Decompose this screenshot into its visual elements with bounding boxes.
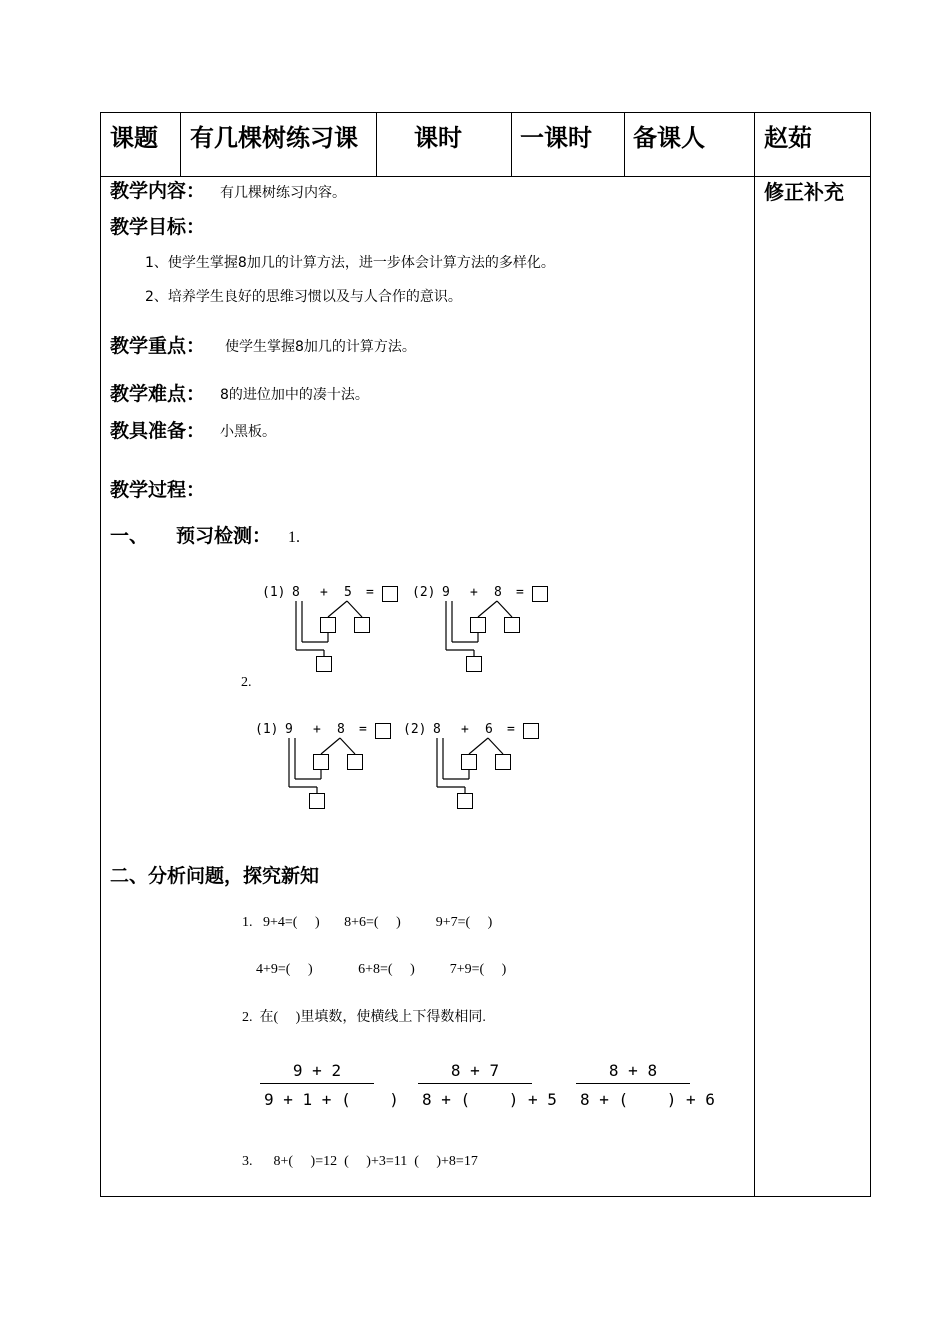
fraction-2-top: 8 + 7 (450, 1061, 500, 1080)
header-divider-2 (376, 112, 377, 176)
table-top-border (100, 112, 871, 113)
tree-3-split-box-right[interactable] (347, 754, 363, 770)
tree-2-equals: = (516, 585, 524, 600)
difficulty-text: 8的进位加中的凑十法。 (220, 387, 369, 403)
fraction-2-bottom: 8 + ( ) + 5 (422, 1090, 557, 1109)
goals-label: 教学目标： (110, 216, 206, 238)
fraction-3 (576, 1061, 715, 1109)
fraction-3-top: 8 + 8 (608, 1061, 658, 1080)
content-label: 教学内容： (110, 180, 206, 202)
tree-4-equals: = (507, 722, 515, 737)
q2-text: 2. 在( )里填数，使横线上下得数相同. (242, 1010, 486, 1025)
tree-3-addend-b: 8 (337, 722, 345, 737)
topic-label: 课题 (110, 124, 158, 152)
goal-item-1: 1、使学生掌握8加几的计算方法，进一步体会计算方法的多样化。 (145, 255, 555, 271)
q1-row-2: 4+9=( ) 6+8=( ) 7+9=( ) (256, 962, 507, 977)
topic-value: 有几棵树练习课 (190, 124, 358, 152)
tree-4-label: (2) (403, 722, 427, 737)
tree-3-equals: = (359, 722, 367, 737)
tree-3-addend-a: 9 (285, 722, 293, 737)
fraction-2 (418, 1061, 557, 1109)
tree-1-label: (1) (262, 585, 286, 600)
goal-item-2: 2、培养学生良好的思维习惯以及与人合作的意识。 (145, 289, 462, 305)
tree-1-operator: + (320, 585, 328, 600)
section1-title: 预习检测： (176, 525, 272, 547)
fraction-1-line (260, 1083, 374, 1084)
section2-title: 二、分析问题，探究新知 (110, 865, 320, 887)
q1-row-1: 1. 9+4=( ) 8+6=( ) 9+7=( ) (242, 915, 493, 930)
table-revise-column-border (754, 112, 755, 1197)
tree-1-equals: = (366, 585, 374, 600)
tree-3-answer-box[interactable] (375, 723, 391, 739)
tree-2-connector-line (478, 601, 497, 617)
tree-1-addend-a: 8 (292, 585, 300, 600)
tree-2-split-box-left[interactable] (470, 617, 486, 633)
tree-2-split-box-right[interactable] (504, 617, 520, 633)
header-divider-4 (624, 112, 625, 176)
q3-text: 3. 8+( )=12 ( )+3=11 ( )+8=17 (242, 1154, 478, 1169)
tree-4-connectors (0, 0, 1, 1)
tree-4-addend-a: 8 (433, 722, 441, 737)
period-label: 课时 (414, 124, 462, 152)
header-divider-3 (511, 112, 512, 176)
header-divider-1 (180, 112, 181, 176)
fraction-1-bottom: 9 + 1 + ( ) (264, 1090, 399, 1109)
tree-2-label: (2) (412, 585, 436, 600)
tree-3-ten-box[interactable] (309, 793, 325, 809)
key-point-label: 教学重点： (110, 335, 206, 357)
section1-item1-number: 1. (288, 529, 300, 546)
tree-4-addend-b: 6 (485, 722, 493, 737)
tree-3-connector-line (321, 738, 340, 754)
fraction-1-top: 9 + 2 (292, 1061, 342, 1080)
tools-label: 教具准备： (110, 420, 206, 442)
tree-1-split-box-right[interactable] (354, 617, 370, 633)
tree-4-connector-line (469, 738, 488, 754)
fraction-3-bottom: 8 + ( ) + 6 (580, 1090, 715, 1109)
tree-3-operator: + (313, 722, 321, 737)
tree-4-split-box-right[interactable] (495, 754, 511, 770)
preparer-label: 备课人 (633, 124, 705, 152)
tree-2-ten-box[interactable] (466, 656, 482, 672)
process-label: 教学过程： (110, 479, 206, 501)
tree-3-connector-line (340, 738, 355, 754)
section1-number: 一、 (110, 525, 149, 547)
revise-label: 修正补充 (764, 180, 844, 204)
tree-2-addend-a: 9 (442, 585, 450, 600)
tree-1-split-box-left[interactable] (320, 617, 336, 633)
tree-3-label: (1) (255, 722, 279, 737)
tree-2-addend-b: 8 (494, 585, 502, 600)
tree-4-answer-box[interactable] (523, 723, 539, 739)
tree-1-addend-b: 5 (344, 585, 352, 600)
key-point-text: 使学生掌握8加几的计算方法。 (225, 339, 416, 355)
content-text: 有几棵树练习内容。 (220, 185, 346, 201)
tree-4-split-box-left[interactable] (461, 754, 477, 770)
tree-2-connector-line (497, 601, 512, 617)
fraction-2-line (418, 1083, 532, 1084)
period-value: 一课时 (520, 124, 592, 152)
tree-4-operator: + (461, 722, 469, 737)
tree-4-connector-line (488, 738, 503, 754)
tree-1-ten-box[interactable] (316, 656, 332, 672)
tree-3-split-box-left[interactable] (313, 754, 329, 770)
table-left-border (100, 112, 101, 1197)
tree-4-ten-box[interactable] (457, 793, 473, 809)
tree-2-operator: + (470, 585, 478, 600)
tree-2-answer-box[interactable] (532, 586, 548, 602)
table-bottom-border (100, 1196, 871, 1197)
preparer-value: 赵茹 (764, 124, 812, 152)
table-header-bottom-border (100, 176, 871, 177)
tools-text: 小黑板。 (220, 424, 276, 440)
section1-item2-number: 2. (241, 675, 252, 690)
fraction-1 (260, 1061, 399, 1109)
tree-1-connector-line (328, 601, 347, 617)
tree-1-connector-line (347, 601, 362, 617)
tree-1-answer-box[interactable] (382, 586, 398, 602)
fraction-3-line (576, 1083, 690, 1084)
table-right-border (870, 112, 871, 1197)
difficulty-label: 教学难点： (110, 383, 206, 405)
